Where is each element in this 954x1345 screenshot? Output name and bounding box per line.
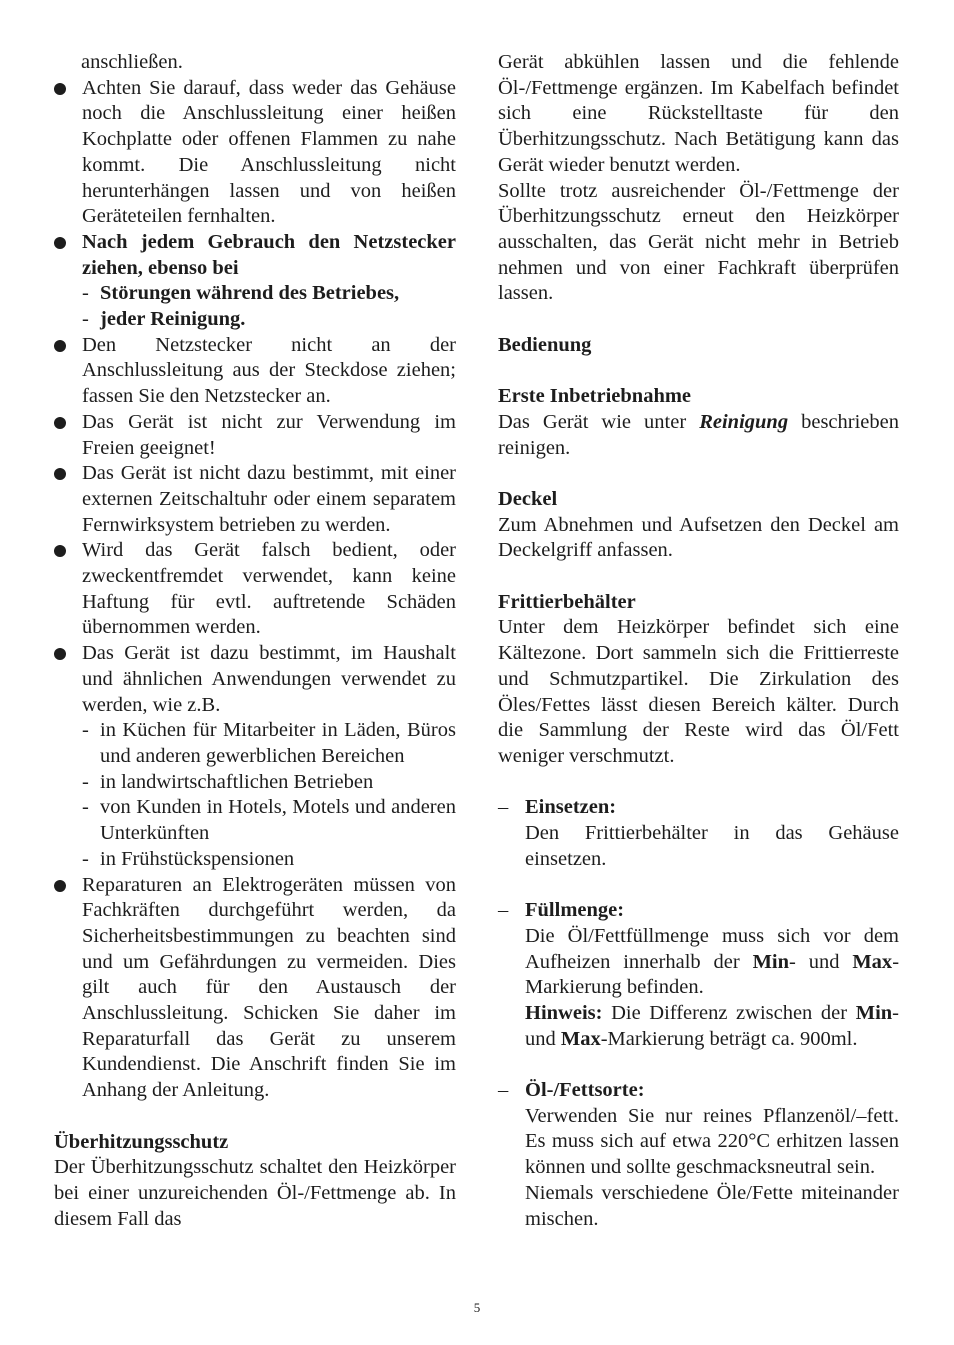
safety-item	[54, 641, 456, 718]
continuation-text: anschließen.	[81, 51, 183, 73]
dash-icon: –	[498, 899, 509, 922]
first-use-paragraph: Das Gerät wie unter Reinigung beschrieben reinigen.	[498, 410, 899, 459]
dash-item-heading: Einsetzen:	[525, 796, 617, 819]
subsection-heading: Erste Inbetriebnahme	[498, 385, 692, 408]
safety-text-bold: Nach jedem Gebrauch den Netzstecker ziehen, ebenso bei	[82, 230, 456, 279]
safety-text: Den Netzstecker nicht an der Anschlussleitung aus der Steckdose ziehen; fassen Sie den Netzstecker an.	[82, 333, 456, 408]
bullet-icon	[54, 237, 66, 249]
safety-item	[54, 76, 456, 230]
overheat-paragraph: Der Überhitzungsschutz schaltet den Heizkörper bei einer unzureichenden Öl-/Fettmenge ab. In diesem Fall das	[54, 1156, 456, 1230]
safety-item	[54, 538, 456, 641]
safety-item	[54, 410, 456, 461]
page-number: 5	[473, 1300, 481, 1315]
sub-item	[54, 281, 456, 307]
safety-item	[54, 461, 456, 538]
section-heading: Bedienung	[498, 333, 592, 356]
sub-item	[54, 718, 456, 769]
oil-type-paragraph: Verwenden Sie nur reines Pflanzenöl/–fett. Es muss sich auf etwa 220°C erhitzen lassen können und sollte geschmacksneutral sein.	[525, 1104, 899, 1179]
dash-item-heading: Öl-/Fettsorte:	[525, 1079, 645, 1102]
note-label: Hinweis:	[525, 1001, 603, 1024]
dash-item	[498, 795, 899, 821]
safety-text: Das Gerät ist nicht dazu bestimmt, mit einer externen Zeitschaltuhr oder einem separatem Fernwirksystem betrieben zu werden.	[82, 462, 456, 536]
bullet-icon	[54, 545, 66, 557]
lid-paragraph: Zum Abnehmen und Aufsetzen den Deckel am Deckelgriff anfassen.	[498, 513, 899, 562]
dash-icon: -	[82, 847, 89, 870]
dash-icon: –	[498, 796, 509, 819]
safety-text: Achten Sie darauf, dass weder das Gehäuse noch die Anschlussleitung einer heißen Kochplatte oder offenen Flammen zu nahe kommt. Die Anschlussleitung nicht herunterhängen lassen und von heißen Geräteteilen fernhalten.	[82, 76, 456, 228]
right-column	[498, 50, 899, 1232]
bullet-icon	[54, 340, 66, 352]
dash-icon: -	[82, 719, 89, 742]
safety-item	[54, 230, 456, 281]
basket-paragraph: Unter dem Heizkörper befindet sich eine Kältezone. Dort sammeln sich die Frittierreste und Schmutzpartikel. Die Zirkulation des Öles/Fettes lässt diesen Bereich kälter. Durch die Sammlung der Reste wird das Öl/Fett weniger verschmutzt.	[498, 616, 899, 767]
sub-text: Störungen während des Betriebes,	[100, 282, 400, 305]
section-heading: Überhitzungsschutz	[54, 1130, 229, 1153]
sub-text: von Kunden in Hotels, Motels und anderen Unterkünften	[100, 796, 456, 845]
dash-icon: -	[82, 770, 89, 793]
dash-icon: –	[498, 1079, 509, 1102]
overheat-paragraph-2: Sollte trotz ausreichender Öl-/Fettmenge der Überhitzungsschutz erneut den Heizkörper ausschalten, das Gerät nicht mehr in Betrieb nehmen und von einer Fachkraft überprüfen lassen.	[498, 179, 899, 305]
left-column	[54, 50, 456, 1232]
sub-item	[54, 770, 456, 796]
subsection-heading: Frittierbehälter	[498, 590, 636, 613]
sub-text: in Küchen für Mitarbeiter in Läden, Büros und anderen gewerblichen Bereichen	[100, 719, 456, 767]
reference-reinigung: Reinigung	[699, 410, 789, 433]
bullet-icon	[54, 417, 66, 429]
dash-icon: -	[82, 282, 89, 305]
dash-icon: -	[82, 796, 89, 819]
safety-item	[54, 333, 456, 410]
note-paragraph: Hinweis: Die Differenz zwischen der Min- und Max-Markierung beträgt ca. 900ml.	[525, 1001, 899, 1050]
safety-text: Das Gerät ist nicht zur Verwendung im Freien geeignet!	[82, 410, 456, 459]
sub-text: in landwirtschaftlichen Betrieben	[100, 770, 374, 793]
safety-text: Das Gerät ist dazu bestimmt, im Haushalt und ähnlichen Anwendungen verwendet zu werden, wie z.B.	[82, 642, 456, 716]
dash-item	[498, 898, 899, 924]
dash-item	[498, 1078, 899, 1104]
sub-item	[54, 847, 456, 873]
sub-item	[54, 795, 456, 846]
bullet-icon	[54, 648, 66, 660]
fill-paragraph: Die Öl/Fettfüllmenge muss sich vor dem Aufheizen innerhalb der Min- und Max-Markierung befinden.	[525, 924, 900, 999]
overheat-paragraph-cont: Gerät abkühlen lassen und die fehlende Öl-/Fettmenge ergänzen. Im Kabelfach befindet sich eine Rückstelltaste für den Überhitzungsschutz. Nach Betätigung kann das Gerät wieder benutzt werden.	[498, 51, 899, 176]
safety-text: Wird das Gerät falsch bedient, oder zweckentfremdet verwendet, kann keine Haftung für evtl. auftretende Schäden übernommen werden.	[82, 539, 456, 639]
insert-paragraph: Den Frittierbehälter in das Gehäuse einsetzen.	[525, 822, 899, 870]
subsection-heading: Deckel	[498, 487, 558, 510]
sub-text: jeder Reinigung.	[100, 308, 246, 331]
sub-text: in Frühstückspensionen	[100, 847, 295, 870]
sub-item	[54, 307, 456, 333]
bullet-icon	[54, 83, 66, 95]
dash-icon: -	[82, 308, 89, 331]
bullet-icon	[54, 880, 66, 892]
oil-mix-warning: Niemals verschiedene Öle/Fette miteinander mischen.	[525, 1181, 899, 1230]
safety-item	[54, 873, 456, 1104]
bullet-icon	[54, 468, 66, 480]
safety-text: Reparaturen an Elektrogeräten müssen von Fachkräften durchgeführt werden, da Sicherheitsbestimmungen zu beachten sind und um Gefährdungen zu vermeiden. Dies gilt auch für den Austausch der Anschlussleitung. Schicken Sie daher im Reparaturfall das Gerät zu unserem Kundendienst. Die Anschrift finden Sie im Anhang der Anleitung.	[82, 873, 456, 1102]
dash-item-heading: Füllmenge:	[525, 899, 625, 922]
